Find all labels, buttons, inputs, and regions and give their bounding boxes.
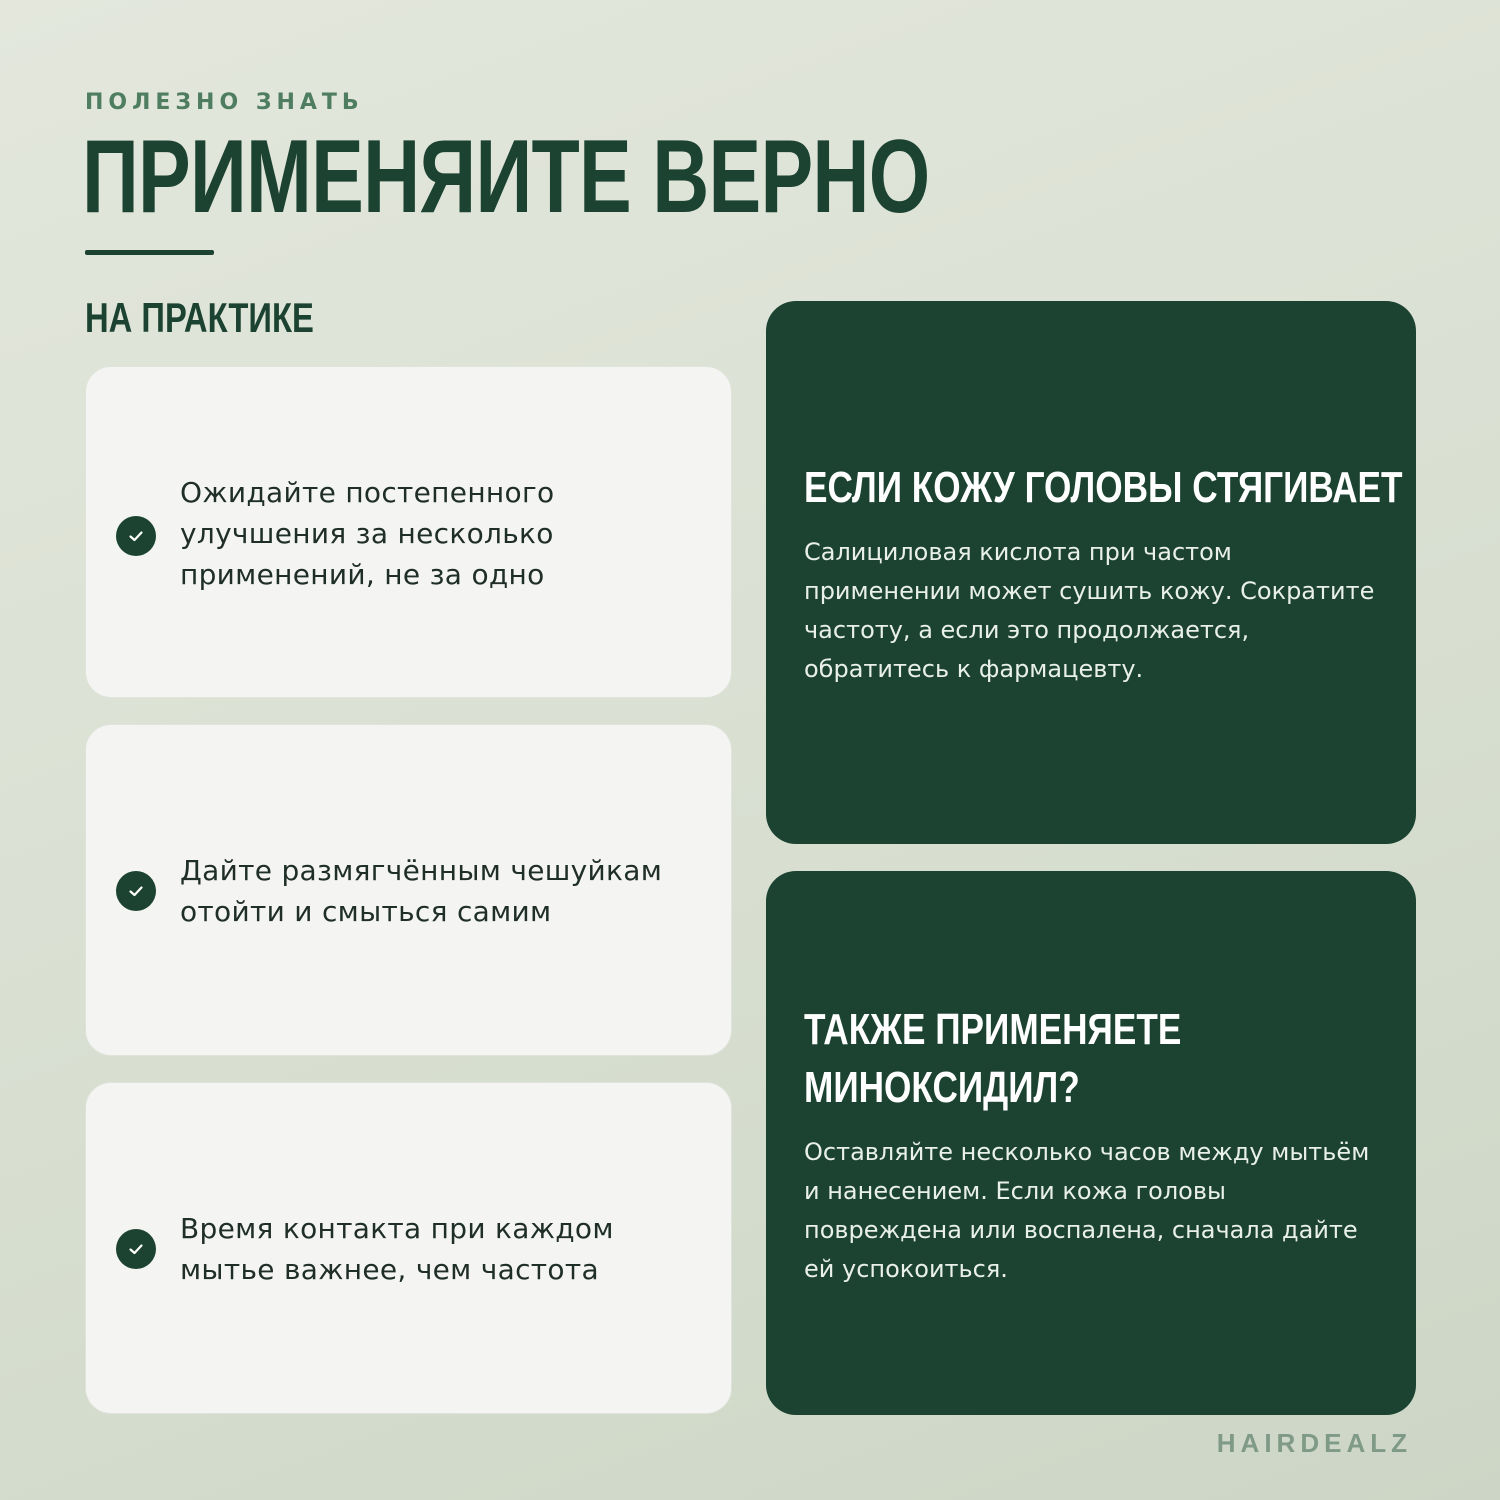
page-title: ПРИМЕНЯИТЕ ВЕРНО (82, 119, 930, 235)
tip-text: Ожидайте постепенного улучшения за несколько применений, не за одно (180, 476, 555, 591)
section-subhead: НА ПРАКТИКЕ (85, 294, 314, 341)
check-circle-icon (116, 1229, 156, 1269)
note-card (766, 871, 1416, 1415)
tip-card (85, 724, 732, 1056)
check-circle-icon (116, 516, 156, 556)
check-circle-icon (116, 871, 156, 911)
eyebrow-label: ПОЛЕЗНО ЗНАТЬ (85, 90, 364, 115)
note-title: ЕСЛИ КОЖУ ГОЛОВЫ СТЯГИВАЕТ (804, 463, 1403, 512)
brand-logo: HAIRDEALZ (1216, 1428, 1412, 1458)
note-body: Оставляйте несколько часов между мытьём и нанесением. Если кожа головы повреждена или воспалена, сначала дайте ей успокоиться. (804, 1138, 1370, 1283)
tip-text: Время контакта при каждом мытье важнее, чем частота (180, 1212, 614, 1286)
tip-text: Дайте размягчённым чешуйкам отойти и смыться самим (180, 854, 663, 928)
title-underline (85, 250, 214, 255)
note-title: ТАКЖЕ ПРИМЕНЯЕТЕ МИНОКСИДИЛ? (804, 1005, 1182, 1112)
note-card (766, 301, 1416, 844)
tip-card (85, 1082, 732, 1414)
tip-card (85, 366, 732, 698)
note-body: Салициловая кислота при частом применении может сушить кожу. Сократите частоту, а если это продолжается, обратитесь к фармацевту. (804, 538, 1375, 683)
